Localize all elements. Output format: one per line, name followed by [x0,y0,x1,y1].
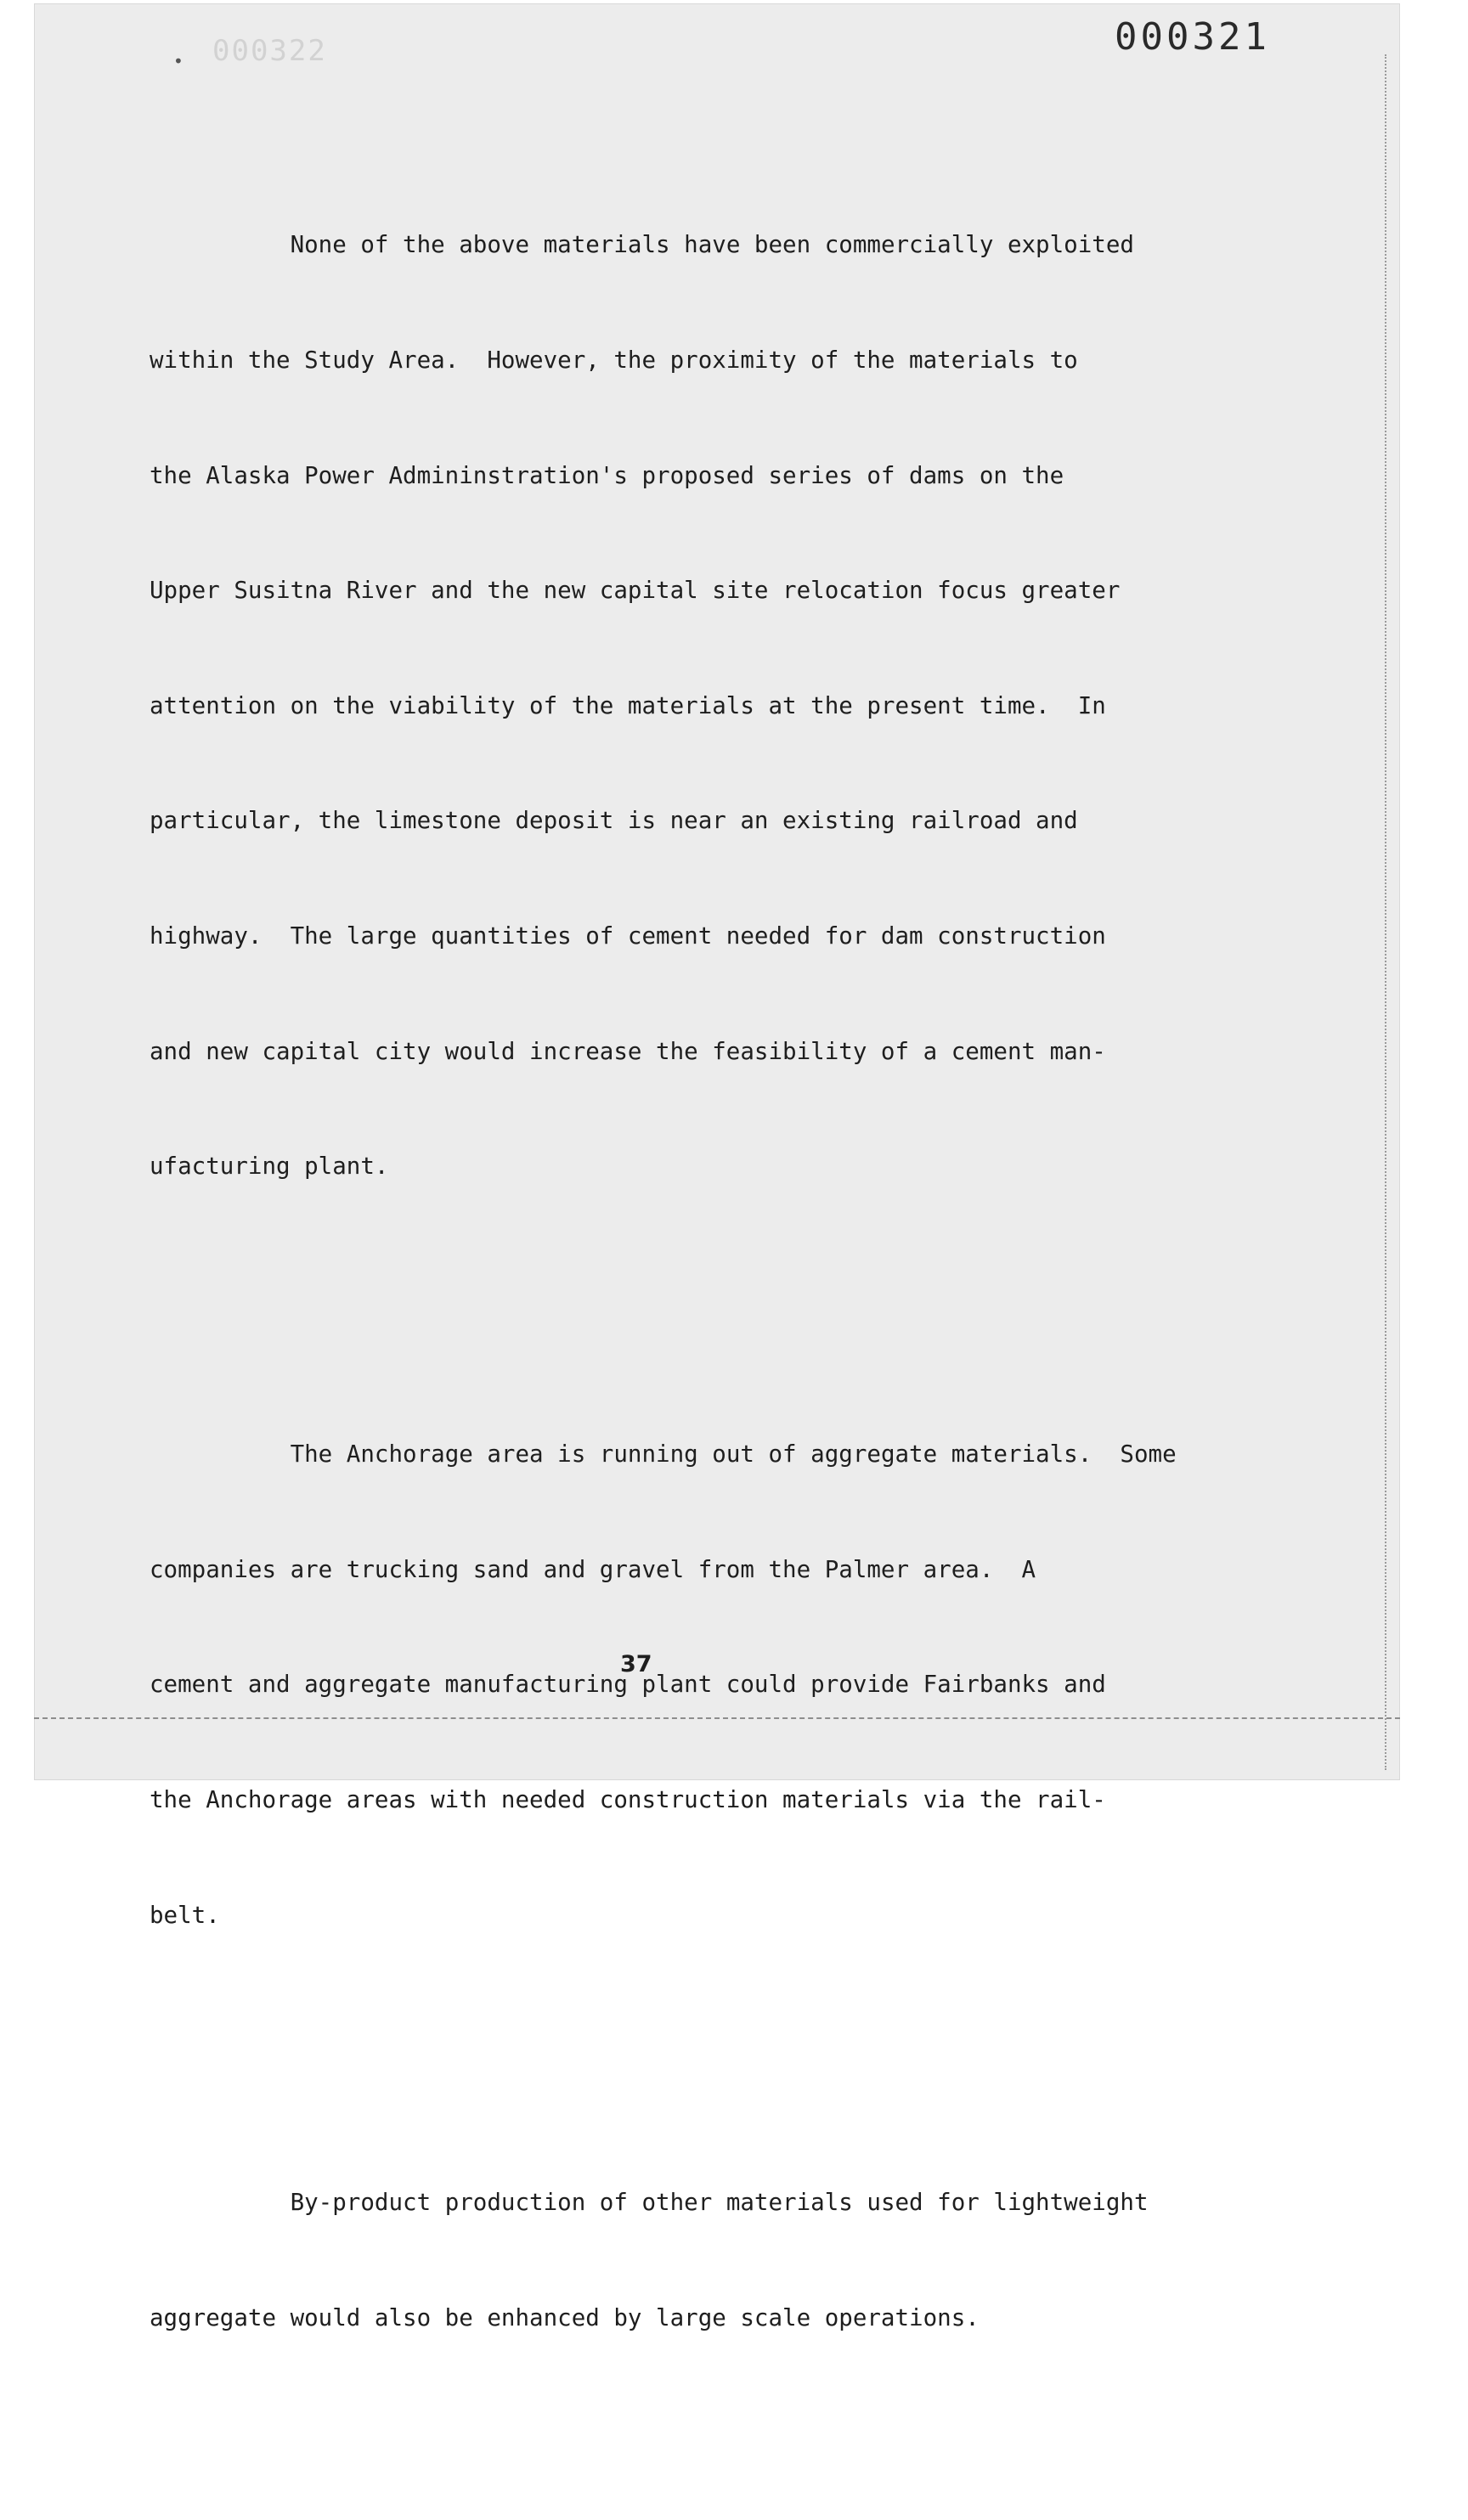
scan-edge-right [1385,54,1386,1770]
text-line: ufacturing plant. [150,1153,389,1181]
text-line: highway. The large quantities of cement needed for dam construction [150,922,1106,950]
scan-edge-bottom [34,1717,1400,1719]
text-line: within the Study Area. However, the proximity of the materials to [150,346,1078,374]
scanned-page [34,3,1400,2332]
body-text [150,44,1194,2520]
text-line: The Anchorage area is running out of aggregate materials. Some [234,1440,1177,1469]
text-line: particular, the limestone deposit is near an existing railroad and [150,807,1078,835]
text-line: the Alaska Power Admininstration's proposed series of dams on the [150,461,1064,489]
paragraph-3 [150,2117,1194,2405]
text-line: attention on the viability of the materials at the present time. In [150,691,1106,719]
paragraph-2 [150,1368,1194,2002]
bleed-through-marking: 000322 [212,34,327,68]
text-line: cement and aggregate manufacturing plant could provide Fairbanks and [150,1671,1106,1699]
text-line: aggregate would also be enhanced by large scale operations. [150,2304,980,2332]
page-number: 37 [620,1651,652,1677]
text-line: companies are trucking sand and gravel from the Palmer area. A [150,1555,1036,1583]
text-line: the Anchorage areas with needed construction materials via the rail- [150,1785,1106,1813]
stray-mark: • [173,51,184,71]
text-line: and new capital city would increase the feasibility of a cement man- [150,1037,1106,1065]
text-line: None of the above materials have been commercially exploited [234,231,1134,259]
text-line: By-product production of other materials used for lightweight [234,2189,1149,2217]
paragraph-1 [150,160,1194,1254]
text-line: Upper Susitna River and the new capital site relocation focus greater [150,577,1121,605]
document-stamp-number: 000321 [1115,15,1270,59]
text-line: belt. [150,1901,220,1929]
